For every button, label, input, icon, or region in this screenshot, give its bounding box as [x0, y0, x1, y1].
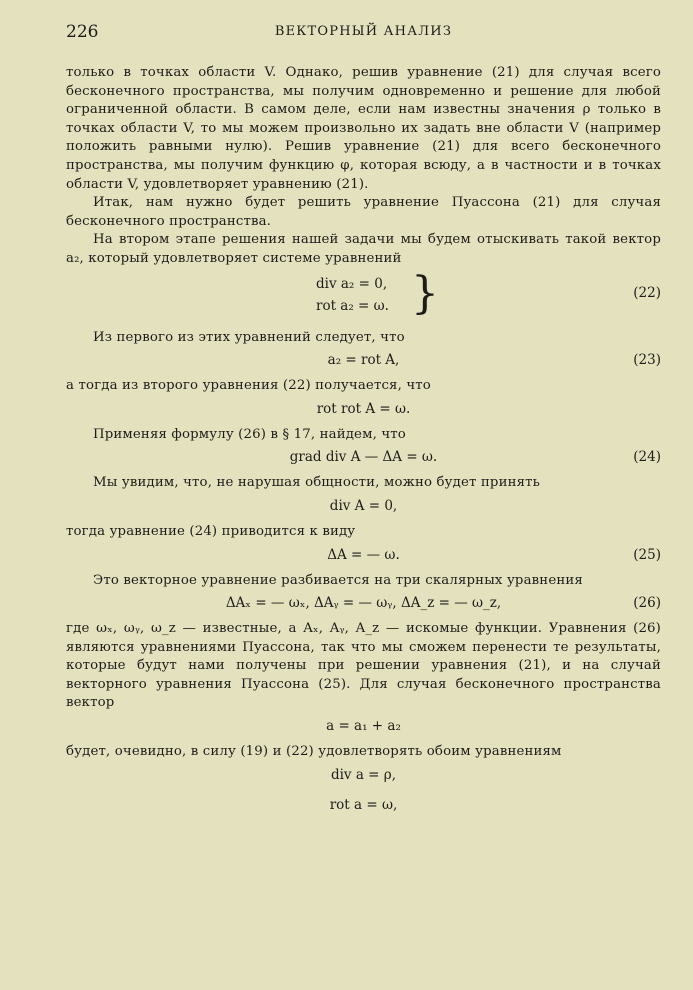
equation-rot-omega [66, 792, 661, 822]
equation-formula: a = a₁ + a₂ [326, 718, 401, 735]
equation-number: (26) [633, 595, 661, 612]
equation-formula: grad div A — ΔA = ω. [289, 449, 438, 466]
equation-line: div a₂ = 0, [316, 275, 388, 292]
equation-line: rot a₂ = ω. [316, 297, 389, 314]
equation-formula: a₂ = rot A, [327, 352, 400, 369]
equation-number: (23) [633, 352, 661, 369]
paragraph: будет, очевидно, в силу (19) и (22) удовлетворять обоим уравнениям [66, 744, 562, 760]
paragraph: Из первого из этих уравнений следует, что [93, 329, 405, 345]
equation-25 [66, 542, 661, 572]
paragraph: тогда уравнение (24) приводится к виду [66, 523, 356, 539]
equation-sum [66, 713, 661, 743]
equation-system-22 [66, 267, 661, 321]
page-number: 226 [66, 22, 99, 42]
paragraph: Это векторное уравнение разбивается на три скалярных уравнения [93, 572, 583, 588]
page-header [66, 22, 661, 46]
paragraph: а тогда из второго уравнения (22) получается, что [66, 378, 431, 394]
paragraph: Применяя формулу (26) в § 17, найдем, что [93, 426, 406, 442]
equation-div-a [66, 493, 661, 523]
paragraph: где ωₓ, ωᵧ, ω_z — известные, а Aₓ, Aᵧ, A_z — искомые функции. Уравнения (26) являются уравнениями Пуассона, так что мы сможем перенести те результаты, которые будут нами получены при решении уравнения (21), и на случай векторного уравнения Пуассона (25). Для случая бесконечного пространства вектор [66, 621, 661, 711]
paragraph: Итак, нам нужно будет решить уравнение Пуассона (21) для случая бесконечного пространства. [66, 195, 661, 229]
paragraph: только в точках области V. Однако, решив уравнение (21) для случая всего бесконечного пространства, мы получим одновременно и решение для любой ограниченной области. В самом деле, если нам известны значения ρ только в точках области V, то мы можем произвольно их задать вне области V (например положить равными нулю). Решив уравнение (21) для всего бесконечного пространства, мы получим функцию φ, которая всюду, а в частности и в точках области V, удовлетворяет уравнению (21). [66, 65, 661, 192]
right-brace: } [411, 267, 439, 319]
equation-div-rho [66, 762, 661, 792]
equation-24 [66, 444, 661, 474]
equation-number: (25) [633, 546, 661, 563]
equation-formula: ΔA = — ω. [327, 546, 400, 563]
equation-rotrot [66, 396, 661, 426]
equation-number: (22) [633, 284, 661, 301]
equation-formula: div A = 0, [329, 497, 398, 514]
equation-number: (24) [633, 449, 661, 466]
equation-formula: rot rot A = ω. [316, 400, 411, 417]
page-body [66, 64, 661, 822]
running-head: ВЕКТОРНЫЙ АНАЛИЗ [274, 24, 453, 39]
equation-formula: ΔAₓ = — ωₓ, ΔAᵧ = — ωᵧ, ΔA_z = — ω_z, [225, 595, 502, 612]
paragraph: Мы увидим, что, не нарушая общности, можно будет принять [93, 475, 541, 491]
equation-formula: rot a = ω, [329, 796, 398, 813]
equation-26 [66, 590, 661, 620]
paragraph: На втором этапе решения нашей задачи мы будем отыскивать такой вектор a₂, который удовлетворяет системе уравнений [66, 232, 661, 266]
equation-23 [66, 347, 661, 377]
equation-formula: div a = ρ, [330, 766, 397, 783]
